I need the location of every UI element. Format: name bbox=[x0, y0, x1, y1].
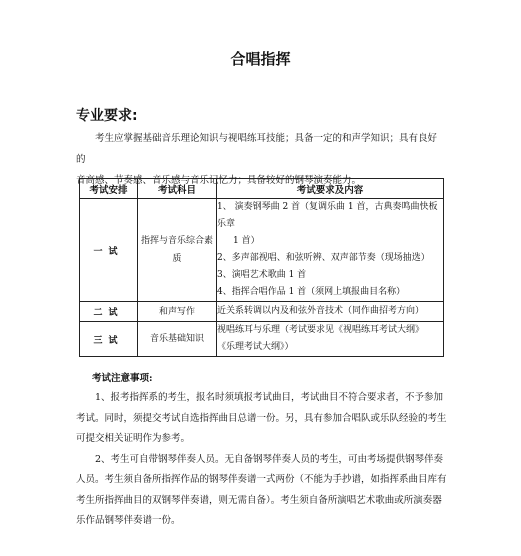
page-title: 合唱指挥 bbox=[230, 50, 291, 68]
requirements-cell bbox=[217, 302, 444, 322]
notes-heading: 考试注意事项: bbox=[92, 373, 153, 384]
table-header-cell: 考试安排 bbox=[80, 179, 138, 199]
requirement-line: 《乐理考试大纲》） bbox=[217, 342, 294, 352]
notes-paragraph: 2、考生可自带钢琴伴奏人员。无自备钢琴伴奏人员的考生，可由考场提供钢琴伴奏人员。考生须自备所指挥作品的钢琴伴奏谱一式两份（不能为手抄谱，如指挥系曲目库有考生所指挥曲目的双钢琴伴奏谱，则无需自备）。考生须自备所演唱艺术歌曲或所演奏器乐作品钢琴伴奏谱一份。 bbox=[76, 453, 447, 526]
requirement-line: 2、多声部视唱、和弦听辨、双声部节奏（现场抽选） bbox=[217, 253, 430, 263]
requirement-line: 3、演唱艺术歌曲 1 首 bbox=[217, 270, 307, 280]
requirement-line: 4、指挥合唱作品 1 首（须网上填报曲目名称） bbox=[217, 287, 406, 297]
requirements-cell bbox=[217, 199, 444, 302]
table-header-row bbox=[80, 179, 444, 199]
subject-cell: 音乐基础知识 bbox=[138, 322, 217, 357]
table-row bbox=[80, 322, 444, 357]
stage-cell: 二试 bbox=[80, 302, 138, 322]
requirement-line: 视唱练耳与乐理（考试要求见《视唱练耳考试大纲》 bbox=[217, 325, 425, 335]
section-heading: 专业要求: bbox=[76, 108, 138, 124]
table-header-cell: 考试要求及内容 bbox=[217, 179, 444, 199]
requirement-line: 1 首） bbox=[233, 236, 260, 246]
notes-paragraph: 1、报考指挥系的考生，报名时须填报考试曲目，考试曲目不符合要求者，不予参加考试。同时，须提交考试自选指挥曲目总谱一份。另，具有参加合唱队或乐队经验的考生可提交相关证明作为参考。 bbox=[76, 392, 447, 444]
exam-table bbox=[79, 178, 444, 357]
requirement-line: 1、 演奏钢琴曲 2 首（复调乐曲 1 首，古典奏鸣曲快板乐章 bbox=[217, 202, 438, 229]
intro-paragraph: 考生应掌握基础音乐理论知识与视唱练耳技能；具备一定的和声学知识；具有良好的 音高感、节奏感、音乐感与音乐记忆力；具备较好的钢琴演奏能力。 bbox=[76, 133, 438, 186]
table-header-cell: 考试科目 bbox=[138, 179, 217, 199]
table-row bbox=[80, 302, 444, 322]
table-row bbox=[80, 199, 444, 302]
stage-cell: 一试 bbox=[80, 199, 138, 302]
requirement-line: 近关系转调以内及和弦外音技术（同作曲招考方向） bbox=[217, 306, 425, 316]
stage-cell: 三试 bbox=[80, 322, 138, 357]
requirements-cell bbox=[217, 322, 444, 357]
notes-body bbox=[76, 388, 448, 532]
subject-cell: 指挥与音乐综合素质 bbox=[138, 199, 217, 302]
subject-cell: 和声写作 bbox=[138, 302, 217, 322]
